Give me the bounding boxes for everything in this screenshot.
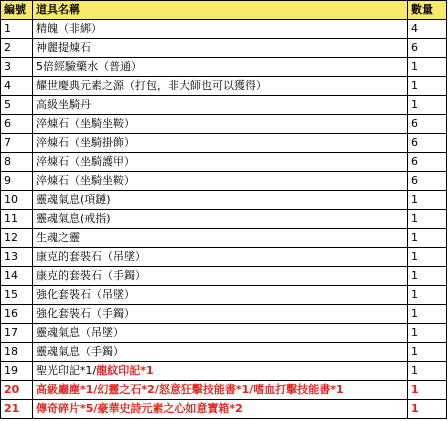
row-item-name (33, 286, 408, 305)
row-quantity: 6 (408, 39, 447, 58)
row-number: 8 (1, 153, 33, 172)
table-row (1, 400, 447, 419)
table-row (1, 96, 447, 115)
table-row (1, 191, 447, 210)
row-item-name (33, 400, 408, 419)
header-row (1, 1, 447, 20)
row-item-name (33, 248, 408, 267)
row-number: 1 (1, 20, 33, 39)
row-item-name (33, 210, 408, 229)
item-name-text: 耀世慶典元素之源（打包，非大師也可以獲得） (36, 79, 267, 92)
row-item-name (33, 39, 408, 58)
table-row (1, 39, 447, 58)
row-number: 18 (1, 343, 33, 362)
item-name-text: 淬煉石（坐騎坐鞍） (36, 117, 135, 130)
item-name-text: 靈魂氣息（手鐲） (36, 345, 124, 358)
row-quantity: 1 (408, 362, 447, 381)
item-name-text: 聖光印記*1/ (36, 364, 97, 377)
row-item-name (33, 153, 408, 172)
header-item-name: 道具名稱 (33, 1, 408, 20)
row-number: 2 (1, 39, 33, 58)
row-quantity: 6 (408, 134, 447, 153)
row-item-name (33, 343, 408, 362)
item-name-highlight: 傳奇碎片*5/豪華史詩元素之心如意寶箱*2 (36, 402, 243, 415)
row-quantity: 1 (408, 77, 447, 96)
row-item-name (33, 115, 408, 134)
item-name-text: 康克的套裝石（吊墜） (36, 250, 146, 263)
row-number: 21 (1, 400, 33, 419)
row-number: 9 (1, 172, 33, 191)
item-name-text: 淬煉石（坐騎掛飾） (36, 136, 135, 149)
row-item-name (33, 229, 408, 248)
item-name-text: 神麗提煉石 (36, 41, 91, 54)
row-quantity: 1 (408, 343, 447, 362)
item-name-text: 靈魂氣息（吊墜） (36, 326, 124, 339)
row-quantity: 1 (408, 381, 447, 400)
item-name-highlight: 龍紋印記*1 (96, 364, 154, 377)
table-row (1, 77, 447, 96)
row-item-name (33, 134, 408, 153)
item-name-text: 康克的套裝石（手鐲） (36, 269, 146, 282)
row-item-name (33, 381, 408, 400)
item-name-text: 強化套裝石（吊墜） (36, 288, 135, 301)
table-row (1, 134, 447, 153)
table-row (1, 58, 447, 77)
row-number: 14 (1, 267, 33, 286)
table-row (1, 286, 447, 305)
row-number: 19 (1, 362, 33, 381)
item-name-text: 強化套裝石（手鐲） (36, 307, 135, 320)
row-item-name (33, 20, 408, 39)
row-quantity: 1 (408, 324, 447, 343)
row-number: 10 (1, 191, 33, 210)
table-row (1, 381, 447, 400)
row-quantity: 1 (408, 267, 447, 286)
table-row (1, 305, 447, 324)
table-row (1, 267, 447, 286)
header-number: 編號 (1, 1, 33, 20)
row-number: 11 (1, 210, 33, 229)
row-number: 6 (1, 115, 33, 134)
row-quantity: 1 (408, 58, 447, 77)
item-name-text: 淬煉石（坐騎護甲） (36, 155, 135, 168)
row-item-name (33, 58, 408, 77)
item-name-text: 靈魂氣息(項鏈) (36, 193, 111, 206)
row-item-name (33, 362, 408, 381)
row-number: 5 (1, 96, 33, 115)
item-name-text: 靈魂氣息(戒指) (36, 212, 111, 225)
row-number: 16 (1, 305, 33, 324)
table-row (1, 153, 447, 172)
row-number: 4 (1, 77, 33, 96)
item-name-text: 5倍經驗藥水（普通） (36, 60, 142, 73)
table-row (1, 324, 447, 343)
table-row (1, 20, 447, 39)
row-number: 3 (1, 58, 33, 77)
row-number: 13 (1, 248, 33, 267)
header-quantity: 數量 (408, 1, 447, 20)
row-quantity: 1 (408, 96, 447, 115)
row-quantity: 1 (408, 191, 447, 210)
row-quantity: 1 (408, 248, 447, 267)
row-quantity: 1 (408, 229, 447, 248)
item-name-highlight: 高級廳塵*1/幻靈之石*2/怒意狂擊技能書*1/嗜血打擊技能書*1 (36, 383, 344, 396)
row-number: 15 (1, 286, 33, 305)
item-name-text: 生魂之靈 (36, 231, 80, 244)
row-number: 17 (1, 324, 33, 343)
table-row (1, 172, 447, 191)
row-number: 12 (1, 229, 33, 248)
row-item-name (33, 324, 408, 343)
row-quantity: 6 (408, 115, 447, 134)
row-quantity: 4 (408, 20, 447, 39)
row-quantity: 1 (408, 400, 447, 419)
item-name-text: 淬煉石（坐騎坐鞍） (36, 174, 135, 187)
table-row (1, 362, 447, 381)
row-quantity: 6 (408, 153, 447, 172)
row-item-name (33, 172, 408, 191)
row-item-name (33, 305, 408, 324)
row-item-name (33, 191, 408, 210)
row-quantity: 6 (408, 172, 447, 191)
table-row (1, 115, 447, 134)
item-name-text: 精魄（非綁） (36, 22, 102, 35)
table-row (1, 343, 447, 362)
row-quantity: 1 (408, 305, 447, 324)
table-row (1, 248, 447, 267)
row-number: 20 (1, 381, 33, 400)
row-number: 7 (1, 134, 33, 153)
row-item-name (33, 96, 408, 115)
table-row (1, 229, 447, 248)
table-row (1, 210, 447, 229)
row-item-name (33, 77, 408, 96)
row-item-name (33, 267, 408, 286)
row-quantity: 1 (408, 210, 447, 229)
item-name-text: 高級坐騎丹 (36, 98, 91, 111)
row-quantity: 1 (408, 286, 447, 305)
